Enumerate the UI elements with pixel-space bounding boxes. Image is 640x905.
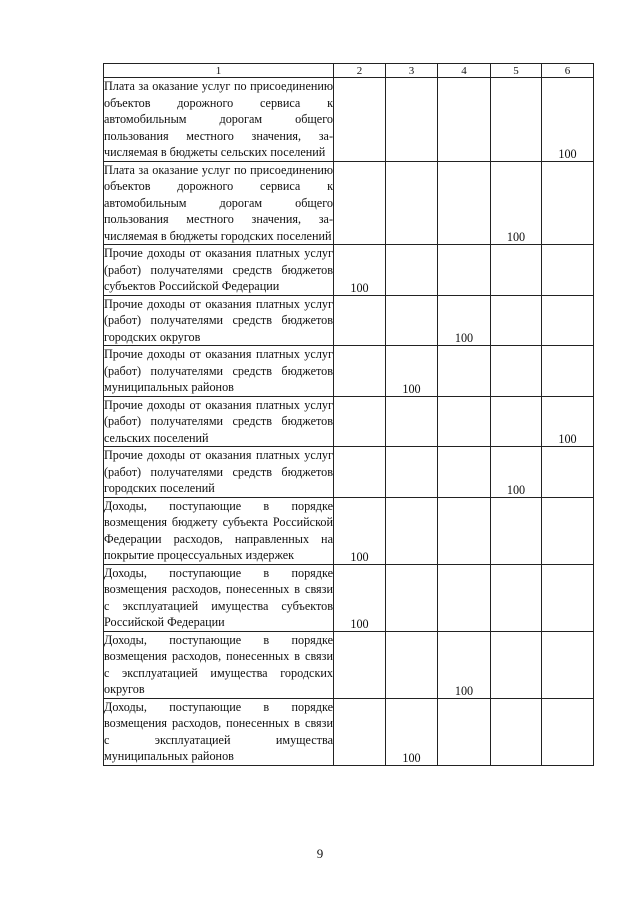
column-number-4: 4 [438, 64, 491, 78]
revenue-description: Доходы, поступающие в порядке возмещения расходов, понесенных в связи с эксплуатацией имущества субъектов Российской Федерации [104, 565, 333, 629]
column-number-6: 6 [542, 64, 594, 78]
revenue-description: Прочие доходы от оказания платных услуг (работ) получателями средств бюджетов городских поселений [104, 448, 333, 495]
share-percent-col-2 [334, 161, 386, 245]
share-percent-col-2 [334, 396, 386, 447]
budget-revenue-table [103, 63, 594, 766]
share-percent-col-6: 100 [542, 78, 594, 162]
share-percent-col-4 [438, 447, 491, 498]
table-row [104, 698, 594, 765]
share-percent-col-6: 100 [542, 396, 594, 447]
revenue-description: Плата за оказание услуг по присоединению объектов дорожного сервиса к автомобильным дорогам общего пользования местного значения, зачисляемая в бюджеты сельских поселений [104, 79, 333, 159]
column-number-3: 3 [386, 64, 438, 78]
share-percent-col-4 [438, 346, 491, 397]
share-percent-col-3 [386, 564, 438, 631]
table-header-row [104, 64, 594, 78]
share-percent-col-4: 100 [438, 631, 491, 698]
share-percent-col-3 [386, 161, 438, 245]
table-body [104, 78, 594, 766]
share-percent-col-5: 100 [491, 161, 542, 245]
column-number-1: 1 [104, 64, 334, 78]
share-percent-col-5 [491, 497, 542, 564]
share-percent-col-3 [386, 447, 438, 498]
table-row [104, 346, 594, 397]
share-percent-col-4 [438, 396, 491, 447]
share-percent-col-3 [386, 631, 438, 698]
share-percent-col-5 [491, 346, 542, 397]
revenue-description: Прочие доходы от оказания платных услуг (работ) получателями средств бюджетов сельских поселений [104, 397, 333, 445]
share-percent-col-2 [334, 447, 386, 498]
share-percent-col-3 [386, 396, 438, 447]
column-number-5: 5 [491, 64, 542, 78]
revenue-description: Доходы, поступающие в порядке возмещения расходов, понесенных в связи с эксплуатацией имущества городских округов [104, 632, 333, 696]
share-percent-col-6 [542, 346, 594, 397]
share-percent-col-4 [438, 497, 491, 564]
table-row [104, 497, 594, 564]
share-percent-col-3 [386, 497, 438, 564]
share-percent-col-4: 100 [438, 295, 491, 346]
table-row [104, 245, 594, 296]
share-percent-col-6 [542, 295, 594, 346]
share-percent-col-5 [491, 295, 542, 346]
share-percent-col-2: 100 [334, 497, 386, 564]
share-percent-col-6 [542, 698, 594, 765]
share-percent-col-2 [334, 631, 386, 698]
share-percent-col-2 [334, 698, 386, 765]
share-percent-col-2: 100 [334, 564, 386, 631]
share-percent-col-3: 100 [386, 698, 438, 765]
share-percent-col-5 [491, 78, 542, 162]
share-percent-col-2 [334, 346, 386, 397]
share-percent-col-6 [542, 564, 594, 631]
page-number: 9 [316, 846, 324, 861]
share-percent-col-2 [334, 78, 386, 162]
share-percent-col-4 [438, 78, 491, 162]
share-percent-col-6 [542, 447, 594, 498]
table-row [104, 631, 594, 698]
revenue-description: Прочие доходы от оказания платных услуг (работ) получателями средств бюджетов городских округов [104, 296, 333, 344]
share-percent-col-4 [438, 564, 491, 631]
share-percent-col-3 [386, 295, 438, 346]
table-row [104, 161, 594, 245]
column-number-2: 2 [334, 64, 386, 78]
share-percent-col-4 [438, 245, 491, 296]
share-percent-col-6 [542, 245, 594, 296]
share-percent-col-5 [491, 245, 542, 296]
table-row [104, 447, 594, 498]
share-percent-col-3 [386, 78, 438, 162]
share-percent-col-3 [386, 245, 438, 296]
share-percent-col-3: 100 [386, 346, 438, 397]
revenue-description: Прочие доходы от оказания платных услуг (работ) получателями средств бюджетов субъектов Российской Федерации [104, 246, 333, 293]
share-percent-col-6 [542, 161, 594, 245]
share-percent-col-5 [491, 396, 542, 447]
share-percent-col-5 [491, 631, 542, 698]
revenue-description: Прочие доходы от оказания платных услуг (работ) получателями средств бюджетов муниципальных районов [104, 347, 333, 394]
share-percent-col-5: 100 [491, 447, 542, 498]
share-percent-col-4 [438, 161, 491, 245]
share-percent-col-2: 100 [334, 245, 386, 296]
revenue-description: Плата за оказание услуг по присоединению объектов дорожного сервиса к автомобильным дорогам общего пользования местного значения, зачисляемая в бюджеты городских поселений [104, 162, 333, 243]
share-percent-col-6 [542, 631, 594, 698]
share-percent-col-2 [334, 295, 386, 346]
table-row [104, 564, 594, 631]
share-percent-col-5 [491, 564, 542, 631]
table-row [104, 396, 594, 447]
share-percent-col-6 [542, 497, 594, 564]
table-row [104, 78, 594, 162]
revenue-description: Доходы, поступающие в порядке возмещения бюджету субъекта Российской Федерации расходов, направленных на покрытие процессуальных издержек [104, 498, 333, 562]
table-row [104, 295, 594, 346]
share-percent-col-4 [438, 698, 491, 765]
share-percent-col-5 [491, 698, 542, 765]
revenue-description: Доходы, поступающие в порядке возмещения расходов, понесенных в связи с эксплуатацией имущества муниципальных районов [104, 699, 333, 763]
